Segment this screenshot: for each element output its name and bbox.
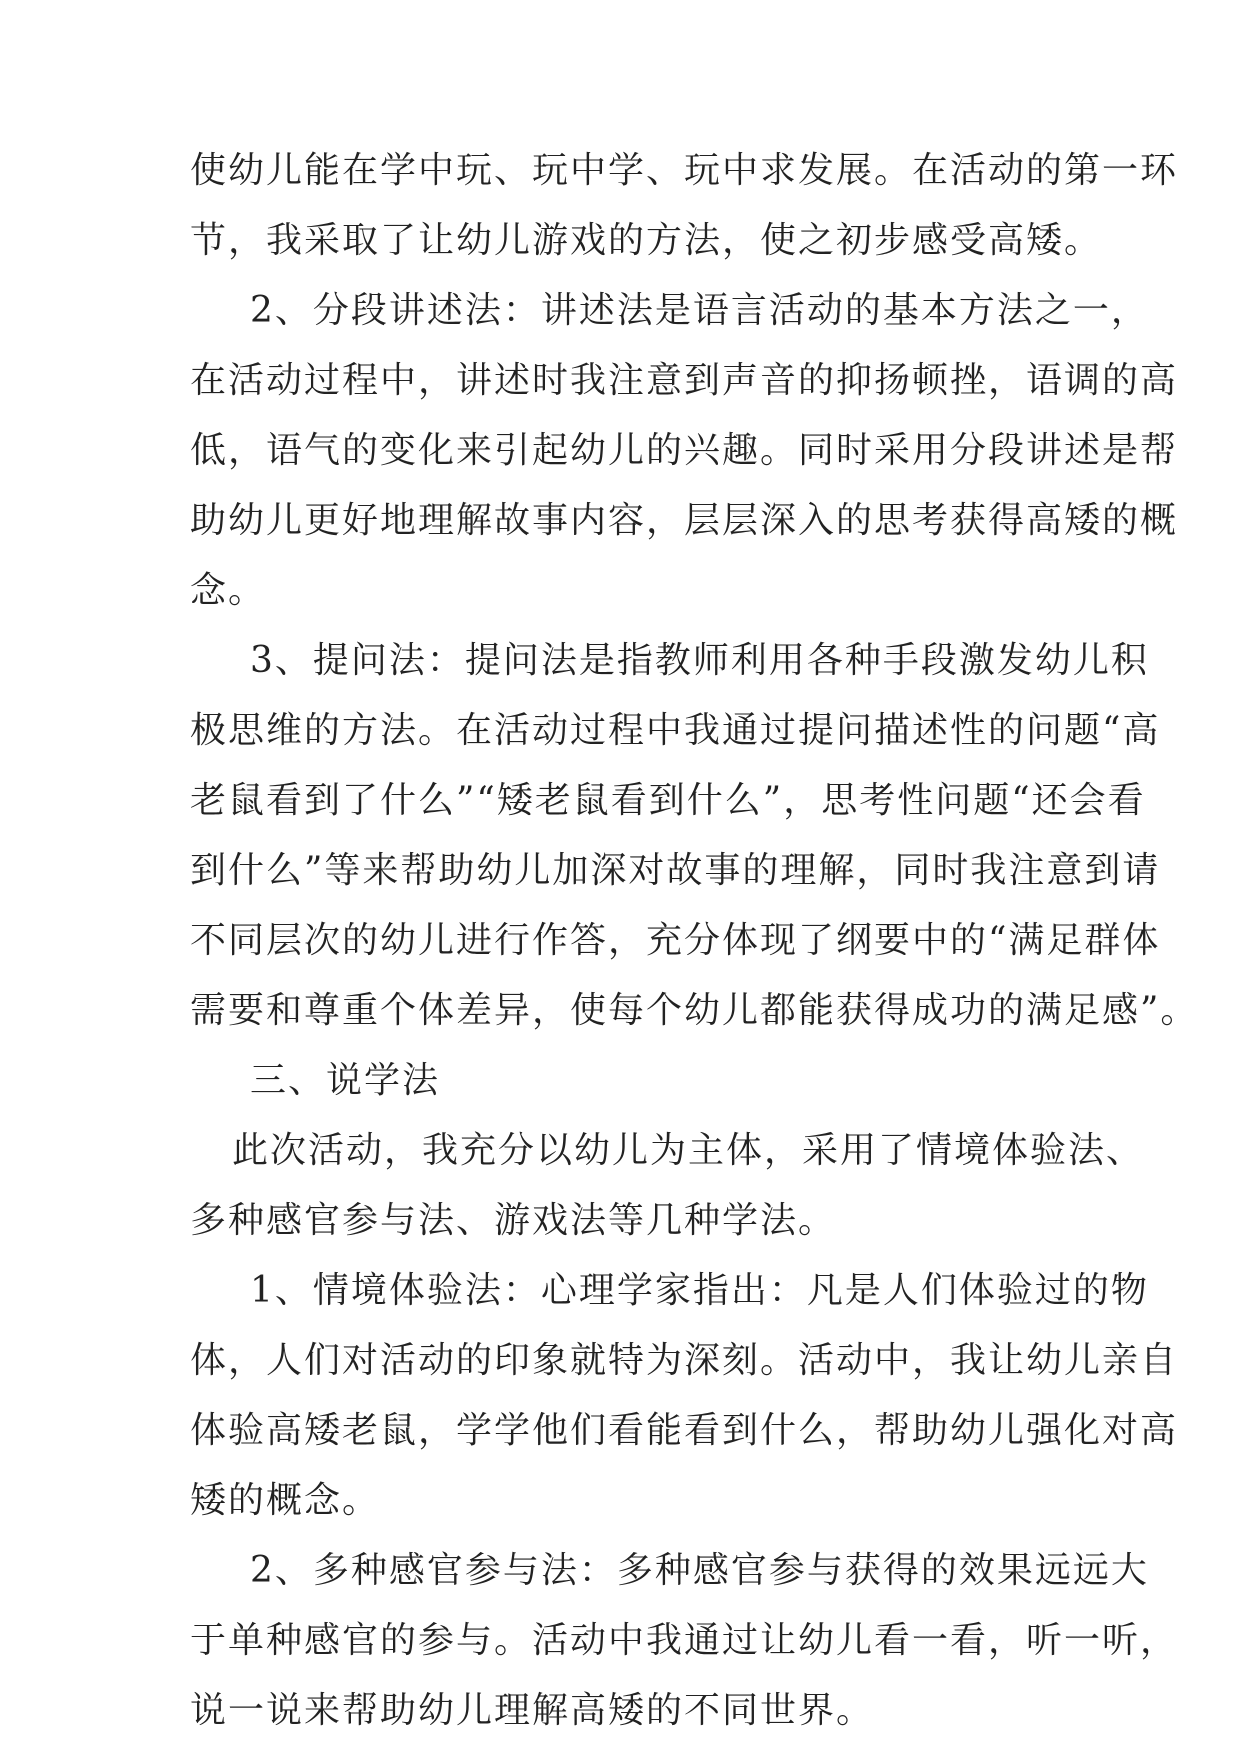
paragraph-heading: 1、情境体验法：心理学家指出：凡是人们体验过的物 bbox=[250, 1270, 1149, 1311]
text-line: 在活动过程中，讲述时我注意到声音的抑扬顿挫，语调的高 bbox=[190, 360, 1179, 401]
text-line: 体，人们对活动的印象就特为深刻。活动中，我让幼儿亲自 bbox=[190, 1340, 1179, 1381]
text-line: 体验高矮老鼠，学学他们看能看到什么，帮助幼儿强化对高 bbox=[190, 1410, 1179, 1451]
text-line: 老鼠看到了什么”“矮老鼠看到什么”，思考性问题“还会看 bbox=[190, 780, 1146, 821]
text-line: 不同层次的幼儿进行作答，充分体现了纲要中的“满足群体 bbox=[190, 920, 1161, 961]
text-line: 助幼儿更好地理解故事内容，层层深入的思考获得高矮的概 bbox=[190, 500, 1179, 541]
text-line: 多种感官参与法、游戏法等几种学法。 bbox=[190, 1200, 837, 1241]
text-line: 需要和尊重个体差异，使每个幼儿都能获得成功的满足感”。 bbox=[190, 990, 1199, 1031]
text-line: 极思维的方法。在活动过程中我通过提问描述性的问题“高 bbox=[190, 710, 1161, 751]
paragraph-heading: 2、多种感官参与法：多种感官参与获得的效果远远大 bbox=[250, 1550, 1149, 1591]
paragraph-heading: 3、提问法：提问法是指教师利用各种手段激发幼儿积 bbox=[250, 640, 1149, 681]
paragraph-heading: 2、分段讲述法：讲述法是语言活动的基本方法之一， bbox=[250, 290, 1149, 331]
text-line: 矮的概念。 bbox=[190, 1480, 381, 1521]
text-line: 到什么”等来帮助幼儿加深对故事的理解，同时我注意到请 bbox=[190, 850, 1161, 891]
text-line: 此次活动，我充分以幼儿为主体，采用了情境体验法、 bbox=[232, 1130, 1145, 1171]
text-line: 说一说来帮助幼儿理解高矮的不同世界。 bbox=[190, 1690, 875, 1731]
text-line: 念。 bbox=[190, 570, 267, 611]
text-line: 低，语气的变化来引起幼儿的兴趣。同时采用分段讲述是帮 bbox=[190, 430, 1179, 471]
text-line: 使幼儿能在学中玩、玩中学、玩中求发展。在活动的第一环 bbox=[190, 150, 1179, 191]
section-heading: 三、说学法 bbox=[250, 1060, 441, 1101]
text-line: 于单种感官的参与。活动中我通过让幼儿看一看，听一听， bbox=[190, 1620, 1179, 1661]
text-line: 节，我采取了让幼儿游戏的方法，使之初步感受高矮。 bbox=[190, 220, 1103, 261]
